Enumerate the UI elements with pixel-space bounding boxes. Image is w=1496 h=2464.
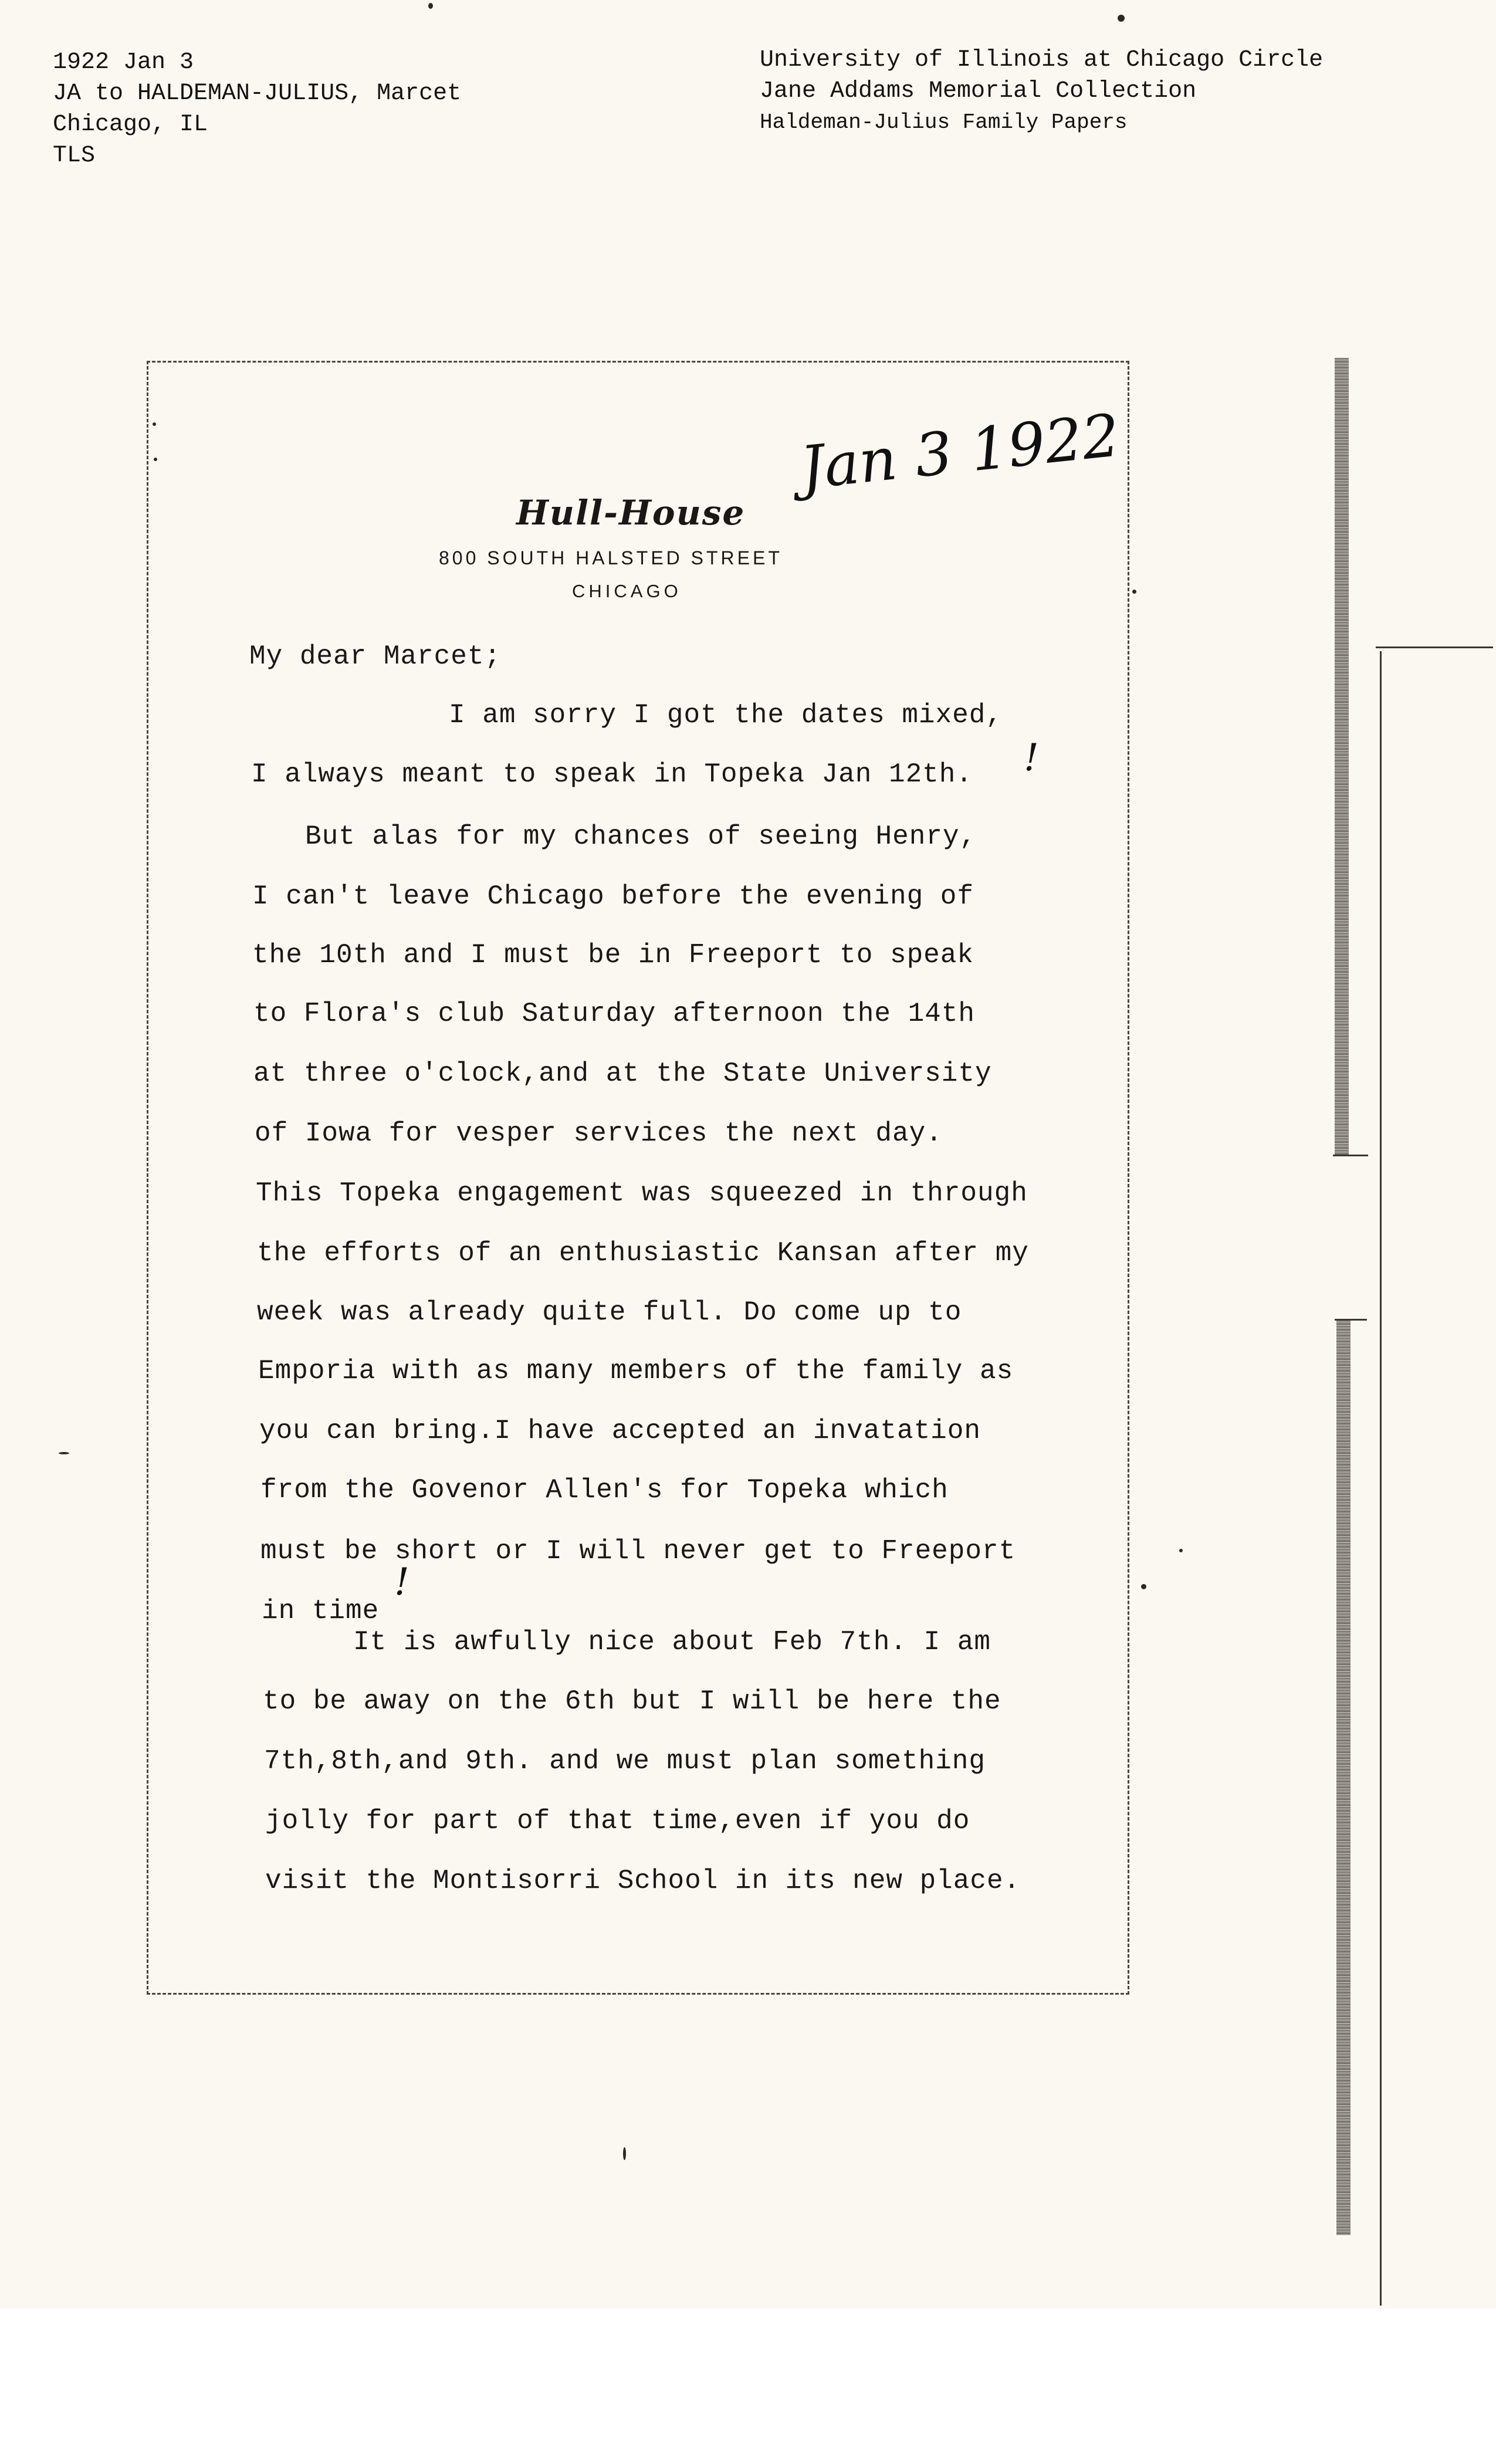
scan-speck — [428, 3, 433, 9]
letter-line: jolly for part of that time,even if you do — [265, 1806, 970, 1836]
scan-edge-line — [1380, 651, 1382, 2306]
letter-line: But alas for my chances of seeing Henry, — [305, 821, 977, 852]
catalog-date: 1922 Jan 3 — [53, 49, 194, 76]
archive-institution: University of Illinois at Chicago Circle — [760, 47, 1324, 73]
catalog-place: Chicago, IL — [53, 111, 208, 138]
archive-collection: Jane Addams Memorial Collection — [760, 78, 1197, 104]
letterhead-city: CHICAGO — [572, 581, 682, 601]
letter-line: 7th,8th,and 9th. and we must plan something — [264, 1746, 986, 1776]
letter-line: at three o'clock,and at the State University — [253, 1058, 992, 1089]
scan-speck — [1179, 1549, 1183, 1552]
handwritten-date: Jan 3 1922 — [797, 401, 1123, 503]
salutation: My dear Marcet; — [249, 641, 502, 672]
archive-info — [760, 45, 1405, 138]
handwritten-exclamation: ! — [1024, 736, 1039, 780]
letter-line: visit the Montisorri School in its new place. — [265, 1866, 1021, 1896]
archive-papers: Haldeman-Julius Family Papers — [760, 110, 1128, 134]
letter-line: I can't leave Chicago before the evening of — [252, 881, 974, 912]
letter-line: week was already quite full. Do come up to — [257, 1297, 962, 1328]
letter-line: It is awfully nice about Feb 7th. I am — [353, 1627, 991, 1657]
letter-line: in time — [262, 1596, 380, 1626]
letterhead-street: 800 SOUTH HALSTED STREET — [439, 547, 783, 568]
letter-line: you can bring.I have accepted an invatation — [259, 1416, 981, 1446]
catalog-info — [53, 47, 581, 171]
letter-line: I always meant to speak in Topeka Jan 12th. — [251, 759, 973, 790]
letter-line: must be short or I will never get to Freeport — [260, 1536, 1016, 1566]
letter-line: to be away on the 6th but I will be here the — [263, 1686, 1001, 1717]
handwritten-exclamation: ! — [394, 1561, 409, 1604]
scan-edge-line — [1335, 1319, 1367, 1321]
scan-edge-shadow — [1335, 358, 1349, 1156]
letter-line: the 10th and I must be in Freeport to speak — [252, 940, 974, 970]
letter-line: This Topeka engagement was squeezed in through — [256, 1178, 1028, 1209]
letter-line: I am sorry I got the dates mixed, — [449, 700, 1003, 730]
scan-speck — [1132, 590, 1136, 594]
scan-speck — [1118, 15, 1125, 22]
letterhead-name: Hull-House — [516, 493, 746, 533]
scan-speck — [1141, 1584, 1146, 1589]
scan-speck — [623, 2147, 626, 2160]
catalog-correspondents: JA to HALDEMAN-JULIUS, Marcet — [53, 80, 462, 107]
letter-line: of Iowa for vesper services the next day. — [255, 1118, 943, 1149]
scan-speck — [59, 1452, 69, 1454]
scan-speck — [153, 422, 156, 426]
letter-line: from the Govenor Allen's for Topeka which — [260, 1475, 949, 1505]
letter-line: Emporia with as many members of the family as — [258, 1356, 1014, 1386]
scan-speck — [154, 458, 157, 461]
scan-edge-line — [1376, 647, 1493, 648]
page-margin — [0, 2309, 1496, 2464]
scan-edge-line — [1333, 1155, 1368, 1156]
scan-edge-shadow — [1336, 1320, 1351, 2235]
letter-line: to Flora's club Saturday afternoon the 14th — [253, 999, 975, 1029]
letter-line: the efforts of an enthusiastic Kansan after my — [257, 1238, 1029, 1268]
catalog-format: TLS — [53, 143, 96, 169]
